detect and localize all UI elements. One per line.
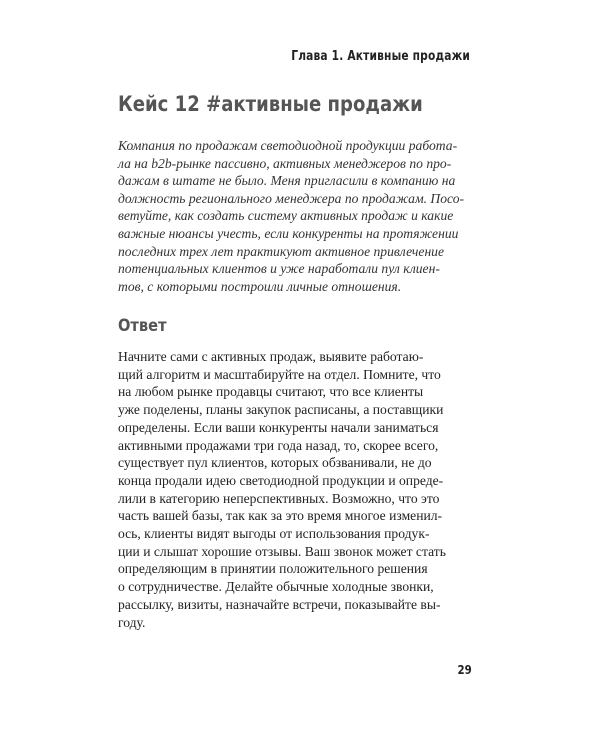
case-question-line: Компания по продажам светодиодной продукции работа- [118,138,458,153]
answer-line: щий алгоритм и масштабируйте на отдел. Помните, что [118,366,441,382]
answer-line: уже поделены, планы закупок расписаны, а поставщики [118,402,444,418]
answer-line: ось, клиенты видят выгоды от использования продук- [118,526,430,542]
answer-line: рассылку, визиты, назначайте встречи, показывайте вы- [118,596,441,612]
case-question-line: ла на b2b-рынке пассивно, активных менеджеров по про- [118,155,452,171]
answer-heading: Ответ [118,316,167,336]
answer-line: году. [118,614,146,630]
answer-line: определяющим в принятии положительного решения [118,561,428,577]
running-header: Глава 1. Активные продажи [291,49,470,64]
case-question-line: должность регионального менеджера по продажам. Посо- [118,190,465,206]
case-question-line: ветуйте, как создать систему активных продаж и какие [118,208,454,224]
case-question-line: важные нюансы учесть, если конкуренты на протяжении [118,225,459,241]
case-question-line: дажам в штате не было. Меня пригласили в компанию на [118,173,456,189]
case-question-line: последних трех лет практикуют активное привлечение [118,243,445,259]
answer-line: на любом рынке продавцы считают, что все клиенты [118,384,424,400]
answer-line: Начните сами с активных продаж, выявите работаю- [118,349,424,364]
answer-line: часть вашей базы, так как за это время многое изменил- [118,508,443,524]
answer-line: активными продажами три года назад, то, скорее всего, [118,437,439,453]
case-title: Кейс 12 #активные продажи [118,92,423,116]
case-question [118,137,474,295]
answer-line: ции и слышат хорошие отзывы. Ваш звонок может стать [118,543,446,559]
case-question-line: тов, с которыми построили личные отношения. [118,278,402,294]
answer-line: определены. Если ваши конкуренты начали заниматься [118,419,439,435]
answer-line: существует пул клиентов, которых обзванивали, не до [118,455,432,471]
answer-line: о сотрудничестве. Делайте обычные холодные звонки, [118,579,434,595]
answer-line: конца продали идею светодиодной продукции и опреде- [118,472,444,488]
answer-body [118,348,474,631]
case-question-line: потенциальных клиентов и уже наработали пул клиен- [118,261,440,277]
page-number: 29 [457,663,472,677]
answer-line: лили в категорию неперспективных. Возможно, что это [118,490,440,506]
